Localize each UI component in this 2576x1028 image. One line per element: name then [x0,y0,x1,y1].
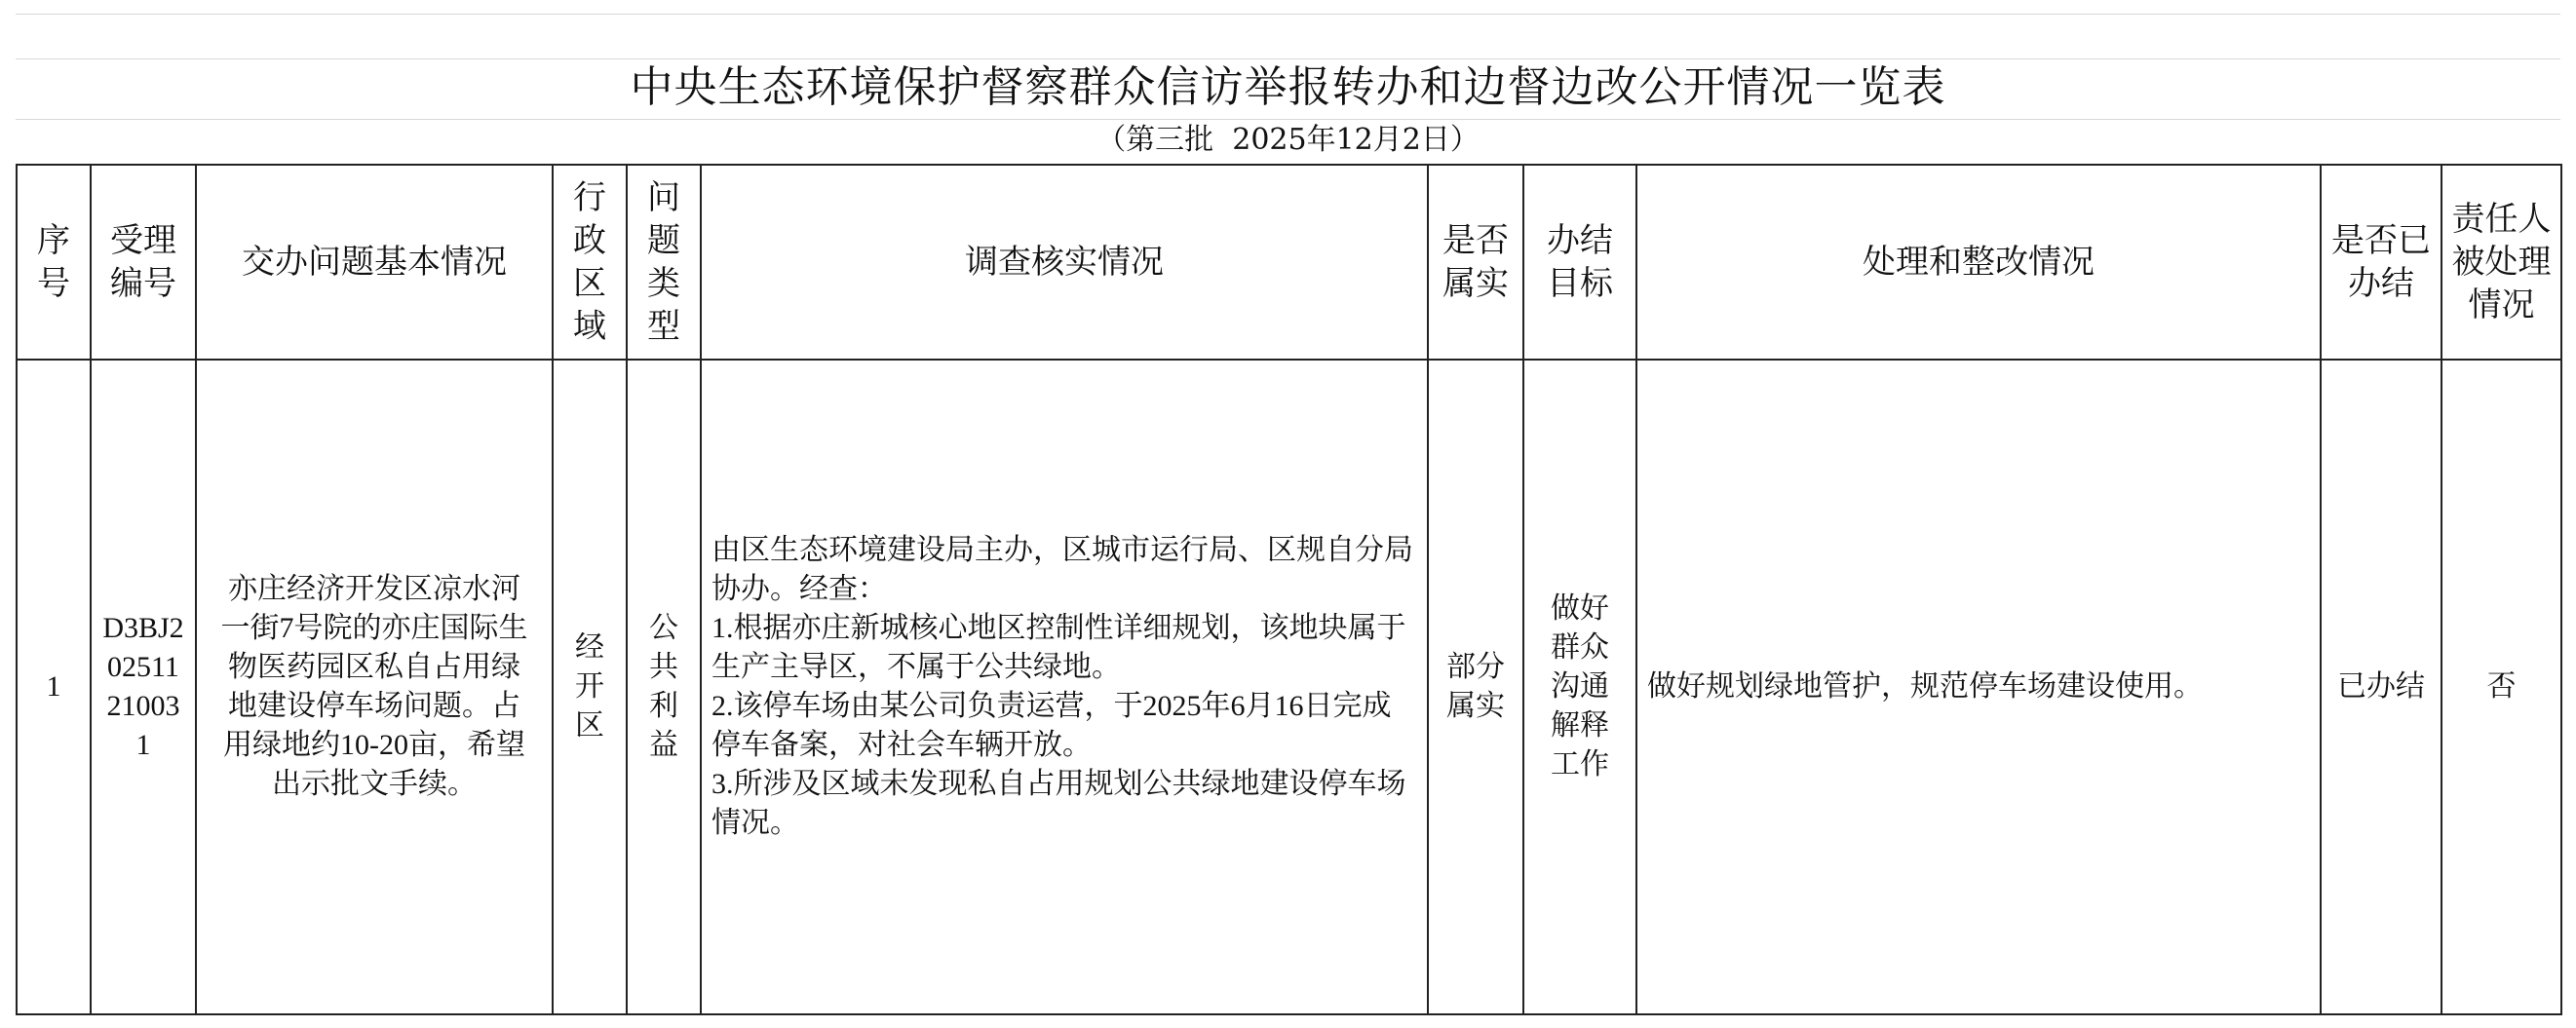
cell-verified: 部分属实 [1428,360,1523,1014]
header-row [17,165,2561,360]
table-row [17,360,2561,1014]
header-id: 受理编号 [91,165,196,360]
header-completed: 是否已办结 [2321,165,2441,360]
cell-accountability: 否 [2441,360,2561,1014]
cell-goal: 做好群众沟通解释工作 [1523,360,1636,1014]
document-subtitle: （第三批 2025年12月2日） [1096,123,1480,157]
report-table [16,164,2562,1015]
document-title: 中央生态环境保护督察群众信访举报转办和边督边改公开情况一览表 [630,62,1946,112]
header-verified: 是否属实 [1428,165,1523,360]
cell-type: 公共利益 [627,360,701,1014]
header-district: 行政区域 [553,165,627,360]
header-accountability: 责任人被处理情况 [2441,165,2561,360]
header-basic: 交办问题基本情况 [196,165,553,360]
header-seq: 序号 [17,165,91,360]
header-type: 问题类型 [627,165,701,360]
cell-district: 经开区 [553,360,627,1014]
sheet-gridline [16,14,2560,15]
cell-seq: 1 [17,360,91,1014]
cell-basic: 亦庄经济开发区凉水河一街7号院的亦庄国际生物医药园区私自占用绿地建设停车场问题。占用绿地约10-20亩，希望出示批文手续。 [196,360,553,1014]
cell-id: D3BJ202511210031 [91,360,196,1014]
sheet-gridline [16,119,2560,120]
header-goal: 办结目标 [1523,165,1636,360]
header-investigation: 调查核实情况 [701,165,1428,360]
cell-completed: 已办结 [2321,360,2441,1014]
cell-investigation: 由区生态环境建设局主办，区城市运行局、区规自分局协办。经查： 1.根据亦庄新城核心地区控制性详细规划，该地块属于生产主导区，不属于公共绿地。 2.该停车场由某公司负责运营，于2025年6月16日完成停车备案，对社会车辆开放。 3.所涉及区域未发现私自占用规划公共绿地建设停车场情况。 [701,360,1428,1014]
header-handling: 处理和整改情况 [1636,165,2321,360]
cell-handling: 做好规划绿地管护，规范停车场建设使用。 [1636,360,2321,1014]
